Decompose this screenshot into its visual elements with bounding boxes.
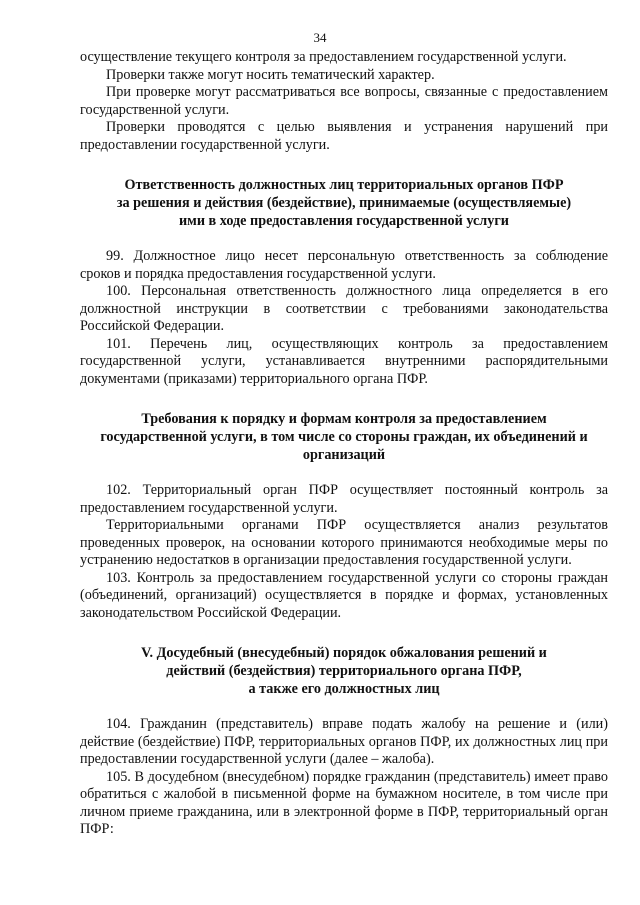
- paragraph-103: 103. Контроль за предоставлением государственной услуги со стороны граждан (объединений, организаций) осуществляется в порядке и формах, установленных законодательством Российской Федерации.: [80, 569, 608, 621]
- section-heading-responsibility: [80, 176, 608, 230]
- paragraph-100: 100. Персональная ответственность должностного лица определяется в его должностной инструкции в соответствии с требованиями законодательства Российской Федерации.: [80, 283, 608, 334]
- paragraph-control-continuation: осуществление текущего контроля за предоставлением государственной услуги.: [80, 49, 567, 65]
- heading-line: ими в ходе предоставления государственной услуги: [179, 213, 509, 229]
- heading-line: Ответственность должностных лиц территориальных органов ПФР: [124, 177, 564, 193]
- paragraph-101: 101. Перечень лиц, осуществляющих контроль за предоставлением государственной услуги, устанавливается внутренними распорядительными документами (приказами) территориального органа ПФР.: [80, 335, 608, 387]
- heading-line: за решения и действия (бездействие), принимаемые (осуществляемые): [116, 195, 572, 211]
- section-heading-control-requirements: [80, 410, 608, 464]
- paragraph-check-purpose: Проверки проводятся с целью выявления и устранения нарушений при предоставлении государственной услуги.: [80, 119, 608, 153]
- heading-line: государственной услуги, в том числе со стороны граждан, их объединений и: [100, 429, 588, 445]
- paragraph-102-analysis: Территориальными органами ПФР осуществляется анализ результатов проведенных проверок, на основании которого принимаются необходимые меры по устранению недостатков в организации предоставления государственной услуги.: [80, 517, 608, 568]
- page-content: [80, 49, 608, 839]
- section-heading-pretrial-appeal: [80, 644, 608, 698]
- heading-line: V. Досудебный (внесудебный) порядок обжалования решений и: [141, 645, 547, 661]
- paragraph-thematic-checks: Проверки также могут носить тематический характер.: [106, 66, 435, 83]
- heading-line: Требования к порядку и формам контроля за предоставлением: [141, 411, 547, 427]
- heading-line: организаций: [302, 447, 386, 463]
- page-number: 34: [313, 30, 327, 45]
- paragraph-104: 104. Гражданин (представитель) вправе подать жалобу на решение и (или) действие (бездействие) ПФР, территориальных органов ПФР, их должностных лиц при предоставлении государственной услуги (далее – жалоба).: [80, 716, 608, 767]
- paragraph-check-questions: При проверке могут рассматриваться все вопросы, связанные с предоставлением государственной услуги.: [80, 84, 608, 118]
- paragraph-105: 105. В досудебном (внесудебном) порядке гражданин (представитель) имеет право обратиться с жалобой в письменной форме на бумажном носителе, в том числе при личном приеме гражданина, или в электронной форме в ПФР, территориальный орган ПФР:: [80, 768, 608, 837]
- heading-line: действий (бездействия) территориального органа ПФР,: [166, 663, 522, 679]
- paragraph-99: 99. Должностное лицо несет персональную ответственность за соблюдение сроков и порядка предоставления государственной услуги.: [80, 248, 608, 282]
- paragraph-102: 102. Территориальный орган ПФР осуществляет постоянный контроль за предоставлением государственной услуги.: [80, 482, 608, 516]
- heading-line: а также его должностных лиц: [248, 681, 440, 697]
